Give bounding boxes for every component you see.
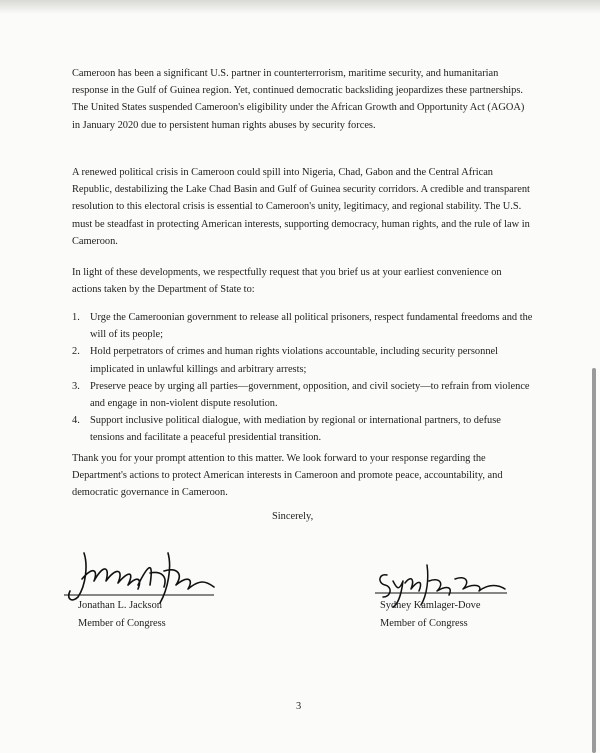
signatory-name: Jonathan L. Jackson	[78, 600, 162, 611]
list-item-text: Support inclusive political dialogue, with mediation by regional or international partners, to defuse tensions and facilitate a peaceful presidential transition.	[90, 415, 501, 444]
paragraph-partnership: Cameroon has been a significant U.S. partner in counterterrorism, maritime security, and humanitarian response in the Gulf of Guinea region. Yet, continued democratic backsliding jeopardizes these partnerships. The United States suspended Cameroon's eligibility under the African Growth and Opportunity Act (AGOA) in January 2020 due to persistent human rights abuses by security forces.	[72, 68, 525, 131]
list-item-text: Urge the Cameroonian government to release all political prisoners, respect fundamental freedoms and the will of its people;	[90, 312, 533, 341]
closing-salutation: Sincerely,	[272, 511, 314, 522]
list-item	[72, 343, 534, 377]
list-item-text: Preserve peace by urging all parties—government, opposition, and civil society—to refrain from violence and engage in non-violent dispute resolution.	[90, 380, 530, 410]
list-item-text: Hold perpetrators of crimes and human rights violations accountable, including security personnel implicated in unlawful killings and arbitrary arrests;	[90, 346, 499, 375]
paragraph-thanks: Thank you for your prompt attention to this matter. We look forward to your response regarding the Department's actions to protect American interests in Cameroon and promote peace, accountability, and democratic governance in Cameroon.	[72, 453, 503, 499]
page-number: 3	[296, 701, 302, 712]
list-item-number: 4.	[72, 415, 80, 427]
list-item-number: 1.	[72, 312, 80, 323]
list-item-number: 3.	[72, 380, 80, 392]
list-item-number: 2.	[72, 346, 80, 358]
paragraph-request-intro: In light of these developments, we respectfully request that you brief us at your earliest convenience on actions taken by the Department of State to:	[72, 267, 502, 296]
list-item	[72, 309, 534, 343]
paragraph-regional-crisis: A renewed political crisis in Cameroon could spill into Nigeria, Chad, Gabon and the Central African Republic, destabilizing the Lake Chad Basin and Gulf of Guinea security corridors. A credible and transparent resolution to this electoral crisis is essential to Cameroon's unity, legitimacy, and regional stability. The U.S. must be steadfast in protecting American interests, supporting democracy, human rights, and the rule of law in Cameroon.	[72, 167, 530, 247]
signature-block-jackson	[78, 597, 166, 632]
signatory-title: Member of Congress	[78, 617, 166, 629]
request-list	[72, 309, 534, 447]
list-item	[72, 412, 534, 446]
scrollbar[interactable]	[592, 368, 596, 753]
page-top-shadow	[0, 0, 600, 14]
signatory-name: Sydney Kamlager-Dove	[380, 600, 481, 611]
signature-block-kamlager-dove	[380, 597, 481, 632]
signatory-title: Member of Congress	[380, 617, 468, 629]
list-item	[72, 378, 534, 412]
